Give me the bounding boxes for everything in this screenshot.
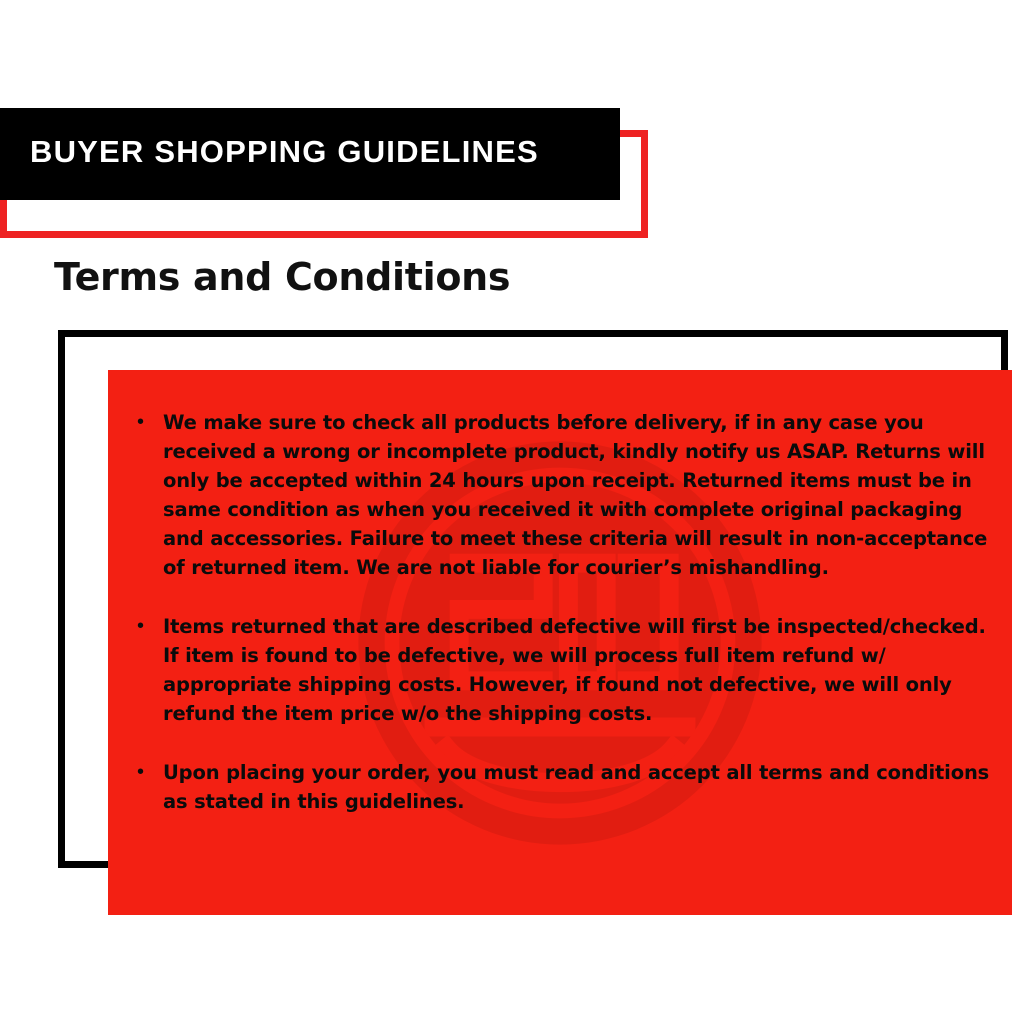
section-heading: Terms and Conditions — [54, 255, 511, 299]
bullet-icon: • — [137, 615, 145, 637]
page-title: BUYER SHOPPING GUIDELINES — [30, 134, 539, 169]
header-banner — [0, 108, 660, 238]
bullet-icon: • — [137, 761, 145, 783]
terms-bullet-list — [108, 370, 1012, 915]
list-item-text: We make sure to check all products before delivery, if in any case you received a wrong or incomplete product, kindly notify us ASAP. Returns will only be accepted within 24 hours upon receipt. Returned items must be in same condition as when you received it with complete original packaging and accessories. Failure to meet these criteria will result in non-acceptance of returned item. We are not liable for courier’s mishandling. — [163, 411, 988, 579]
bullet-icon: • — [137, 411, 145, 433]
list-item — [132, 758, 1002, 816]
terms-panel — [108, 370, 1012, 915]
list-item — [132, 408, 1002, 582]
list-item — [132, 612, 1002, 728]
list-item-text: Upon placing your order, you must read and accept all terms and conditions as stated in this guidelines. — [163, 761, 990, 813]
list-item-text: Items returned that are described defective will first be inspected/checked. If item is found to be defective, we will process full item refund w/ appropriate shipping costs. However, if found not defective, we will only refund the item price w/o the shipping costs. — [163, 615, 986, 725]
